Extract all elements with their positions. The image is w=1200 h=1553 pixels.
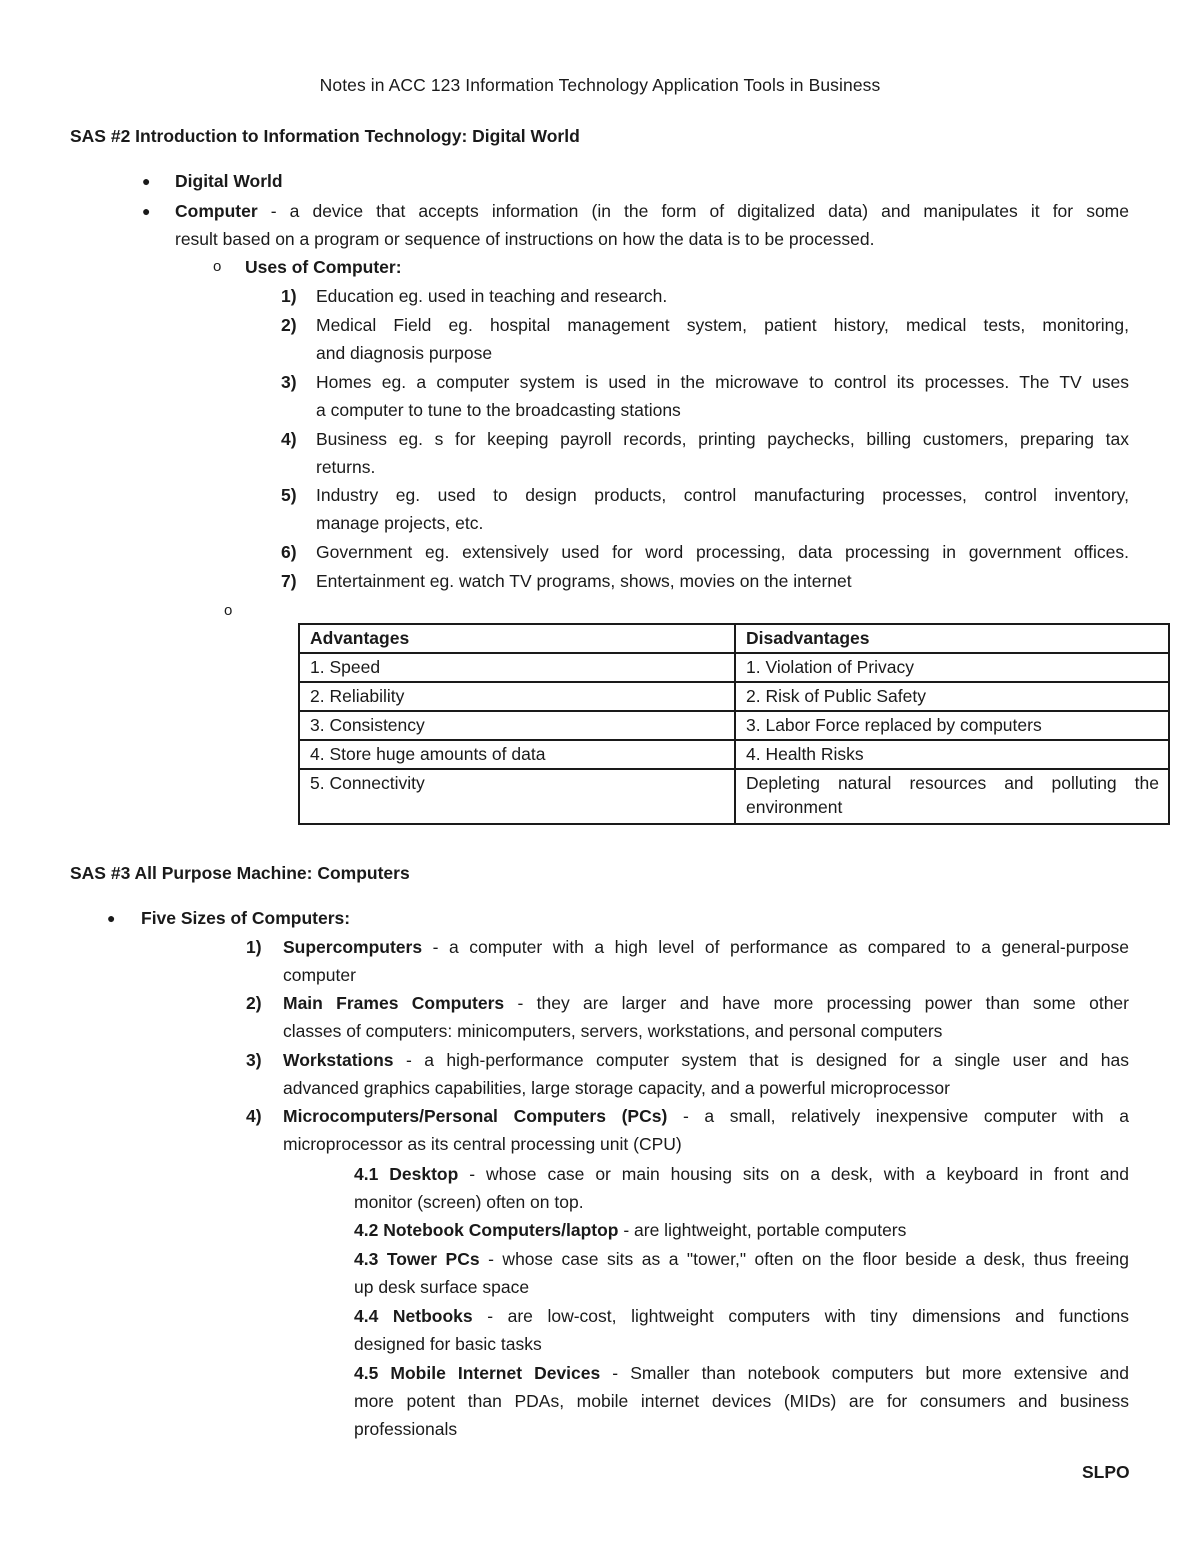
table-row [299, 740, 1169, 769]
size-item-cont: computer [283, 965, 356, 985]
page-footer: SLPO [1082, 1462, 1130, 1482]
pc-type-item [354, 1361, 1129, 1385]
size-def: - a computer with a high level of performance as compared to a general-purpose [422, 937, 1129, 957]
advantage-cell: 2. Reliability [299, 682, 735, 711]
pc-type-def: - Smaller than notebook computers but more extensive and [600, 1363, 1129, 1383]
disadvantage-cell: 1. Violation of Privacy [735, 653, 1169, 682]
advantage-cell: 1. Speed [299, 653, 735, 682]
use-item: Homes eg. a computer system is used in the microwave to control its processes. The TV uses [316, 372, 1129, 392]
sas2-title: SAS #2 Introduction to Information Technology: Digital World [70, 126, 580, 146]
circle-bullet-icon: o [213, 258, 222, 275]
pc-type-cont: professionals [354, 1419, 458, 1439]
size-item [283, 1104, 1129, 1128]
pc-type-term: 4.5 Mobile Internet Devices [354, 1363, 601, 1383]
pc-type-cont: designed for basic tasks [354, 1334, 542, 1354]
use-item: Industry eg. used to design products, control manufacturing processes, control inventory, [316, 485, 1129, 505]
pc-type-cont: more potent than PDAs, mobile internet devices (MIDs) are for consumers and business [354, 1391, 1129, 1411]
bullet-digital-world: Digital World [175, 171, 283, 191]
page-header: Notes in ACC 123 Information Technology Application Tools in Business [319, 75, 881, 95]
size-term: Workstations [283, 1050, 394, 1070]
use-number: 2) [281, 315, 297, 335]
computer-definition-line2: result based on a program or sequence of instructions on how the data is to be processed. [175, 229, 875, 249]
bullet-icon: ● [107, 910, 116, 926]
size-term: Supercomputers [283, 937, 423, 957]
use-item: Government eg. extensively used for word processing, data processing in government offices. [316, 542, 1129, 562]
pc-type-cont: monitor (screen) often on top. [354, 1192, 584, 1212]
pc-type-item [354, 1162, 1129, 1186]
header-advantages: Advantages [299, 624, 735, 653]
disadvantage-cell: 3. Labor Force replaced by computers [735, 711, 1169, 740]
pc-type-term: 4.4 Netbooks [354, 1306, 473, 1326]
size-item [283, 991, 1129, 1015]
table-row [299, 769, 1169, 824]
size-def: - they are larger and have more processing power than some other [504, 993, 1129, 1013]
computer-term: Computer [175, 201, 258, 221]
use-item: Business eg. s for keeping payroll records, printing paychecks, billing customers, preparing tax [316, 429, 1129, 449]
five-sizes-title: Five Sizes of Computers: [141, 908, 351, 928]
advantages-table [298, 623, 1170, 825]
pc-type-cont: up desk surface space [354, 1277, 530, 1297]
size-item-cont: advanced graphics capabilities, large storage capacity, and a powerful microprocessor [283, 1078, 950, 1098]
pc-type-def: - are lightweight, portable computers [618, 1220, 907, 1240]
size-number: 1) [246, 937, 262, 957]
table-row [299, 682, 1169, 711]
pc-type-term: 4.2 Notebook Computers/laptop [354, 1220, 619, 1240]
pc-type-def: - whose case or main housing sits on a desk, with a keyboard in front and [458, 1164, 1130, 1184]
sas3-title: SAS #3 All Purpose Machine: Computers [70, 863, 410, 883]
use-item: Education eg. used in teaching and research. [316, 286, 668, 306]
header-disadvantages: Disadvantages [735, 624, 1169, 653]
use-item-cont: manage projects, etc. [316, 513, 484, 533]
pc-type-item [354, 1304, 1129, 1328]
table-header-row [299, 624, 1169, 653]
use-number: 6) [281, 542, 297, 562]
advantage-cell: 4. Store huge amounts of data [299, 740, 735, 769]
use-number: 7) [281, 571, 297, 591]
use-number: 5) [281, 485, 297, 505]
use-number: 4) [281, 429, 297, 449]
pc-type-def: - whose case sits as a "tower," often on the floor beside a desk, thus freeing [479, 1249, 1129, 1269]
use-item-cont: and diagnosis purpose [316, 343, 493, 363]
pc-type-def: - are low-cost, lightweight computers with tiny dimensions and functions [472, 1306, 1129, 1326]
size-def: - a high-performance computer system that is designed for a single user and has [393, 1050, 1129, 1070]
pc-type-item [354, 1218, 906, 1242]
computer-definition-line1 [175, 199, 1129, 223]
use-number: 3) [281, 372, 297, 392]
bullet-icon: ● [142, 173, 151, 189]
advantage-cell: 5. Connectivity [299, 769, 735, 824]
pc-type-item [354, 1247, 1129, 1271]
disadvantage-cell: 4. Health Risks [735, 740, 1169, 769]
pc-type-term: 4.1 Desktop [354, 1164, 459, 1184]
disadvantage-cell: 2. Risk of Public Safety [735, 682, 1169, 711]
size-def: - a small, relatively inexpensive computer with a [667, 1106, 1130, 1126]
pc-type-term: 4.3 Tower PCs [354, 1249, 480, 1269]
use-number: 1) [281, 286, 297, 306]
use-item-cont: returns. [316, 457, 376, 477]
size-term: Main Frames Computers [283, 993, 505, 1013]
size-item [283, 1048, 1129, 1072]
circle-bullet-icon: o [224, 602, 233, 619]
use-item: Entertainment eg. watch TV programs, shows, movies on the internet [316, 571, 852, 591]
disadvantage-cell: Depleting natural resources and polluting the environment [735, 769, 1169, 824]
computer-def-text: - a device that accepts information (in the form of digitalized data) and manipulates it for some [257, 201, 1129, 221]
size-number: 2) [246, 993, 262, 1013]
bullet-icon: ● [142, 203, 151, 219]
size-item [283, 935, 1129, 959]
table-row [299, 711, 1169, 740]
size-item-cont: classes of computers: minicomputers, servers, workstations, and personal computers [283, 1021, 943, 1041]
size-term: Microcomputers/Personal Computers (PCs) [283, 1106, 668, 1126]
size-number: 4) [246, 1106, 262, 1126]
uses-title: Uses of Computer: [245, 257, 402, 277]
size-item-cont: microprocessor as its central processing unit (CPU) [283, 1134, 682, 1154]
size-number: 3) [246, 1050, 262, 1070]
use-item-cont: a computer to tune to the broadcasting stations [316, 400, 681, 420]
advantage-cell: 3. Consistency [299, 711, 735, 740]
table-row [299, 653, 1169, 682]
use-item: Medical Field eg. hospital management system, patient history, medical tests, monitoring, [316, 315, 1129, 335]
